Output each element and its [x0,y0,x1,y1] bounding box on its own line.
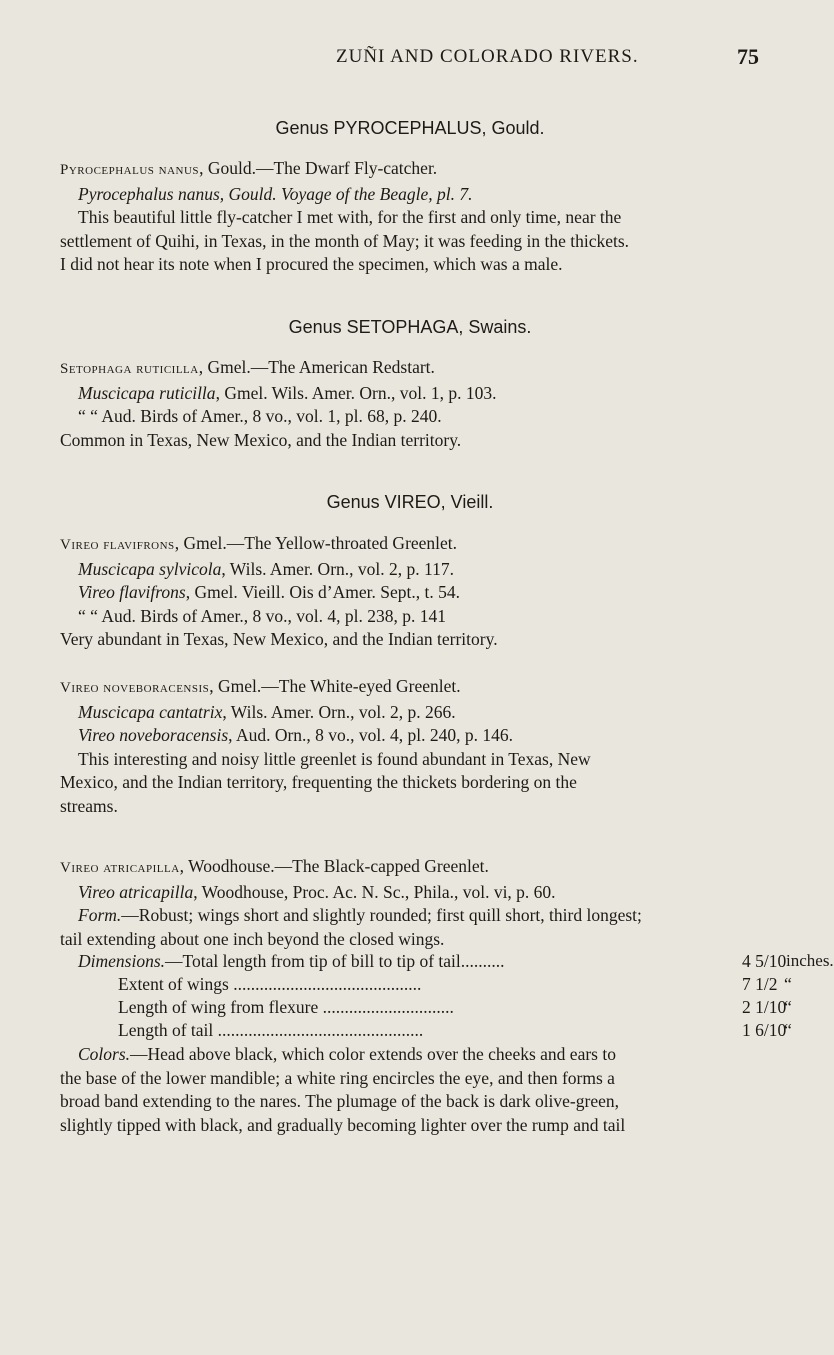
dimension-label: —Total length from tip of bill to tip of tail.......... [165,951,505,971]
dimension-value: 7 1/2 [742,974,778,994]
synonym-name: Muscicapa sylvicola [78,558,222,579]
synonym-name: Vireo flavifrons [78,582,186,602]
synonym-name: Muscicapa cantatrix [78,701,223,722]
synonym-citation: , Wils. Amer. Orn., vol. 2, p. 117. [221,558,454,579]
synonym-citation: , Woodhouse, Proc. Ac. N. Sc., Phila., vol. vi, p. 60. [193,881,556,902]
dimension-label: Extent of wings ........................................... [118,974,422,994]
dimension-unit: “ [784,974,792,994]
dimension-unit: inches. [786,951,834,970]
colors-text: —Head above black, which color extends over the cheeks and ears to [130,1044,616,1064]
dimension-value: 1 6/10 [742,1020,787,1040]
dimension-row [118,974,792,997]
pyrocephalus-entry [60,157,760,277]
genus-heading: Genus SETOPHAGA, Swains. [288,317,532,337]
body-text-line: Common in Texas, New Mexico, and the Indian territory. [60,429,462,450]
species-common-name: , Gmel.—The American Redstart. [198,357,435,377]
colors-text: slightly tipped with black, and gradually becoming lighter over the rump and tail [60,1114,626,1135]
synonym-citation: , Wils. Amer. Orn., vol. 2, p. 266. [222,701,456,722]
genus-pyrocephalus-section [60,118,760,139]
species-name: Vireo flavifrons [60,537,175,553]
setophaga-entry [60,356,760,452]
species-name: Pyrocephalus nanus [60,162,200,178]
body-text-line: This beautiful little fly-catcher I met with, for the first and only time, near the [78,207,622,227]
synonym-reference: “ “ Aud. Birds of Amer., 8 vo., vol. 4, pl. 238, p. 141 [78,605,446,626]
species-name: Vireo atricapilla [60,860,180,876]
synonym-reference: Pyrocephalus nanus, Gould. Voyage of the Beagle, pl. 7. [78,183,473,204]
body-text-line: streams. [60,795,118,816]
colors-text: the base of the lower mandible; a white ring encircles the eye, and then forms a [60,1067,615,1088]
colors-label: Colors. [78,1044,131,1064]
dimensions-label: Dimensions. [78,951,166,971]
body-text-line: I did not hear its note when I procured the specimen, which was a male. [60,254,563,274]
genus-vireo-section [60,492,760,513]
vireo-flavifrons-entry [60,532,760,652]
body-text-line: Mexico, and the Indian territory, frequenting the thickets bordering on the [60,772,577,792]
dimension-label: Length of tail ............................................... [118,1020,424,1040]
page-number: 75 [737,44,759,69]
dimension-unit: “ [784,997,792,1017]
genus-setophaga-section [60,317,760,338]
species-common-name: , Gould.—The Dwarf Fly-catcher. [199,158,438,178]
running-head [0,46,801,76]
synonym-name: Vireo atricapilla [78,881,194,902]
genus-heading: Genus PYROCEPHALUS, Gould. [275,118,545,138]
form-text: tail extending about one inch beyond the closed wings. [60,928,445,949]
dimension-value: 4 5/10 [742,951,787,971]
body-text-line: Very abundant in Texas, New Mexico, and the Indian territory. [60,629,498,649]
synonym-name: Muscicapa ruticilla [78,382,216,403]
species-common-name: , Gmel.—The Yellow-throated Greenlet. [174,533,458,553]
species-common-name: , Gmel.—The White-eyed Greenlet. [209,676,461,696]
synonym-citation: , Gmel. Wils. Amer. Orn., vol. 1, p. 103. [215,382,497,403]
body-text-line: This interesting and noisy little greenlet is found abundant in Texas, New [78,748,591,769]
dimension-row [78,951,834,974]
genus-heading: Genus VIREO, Vieill. [326,492,494,512]
synonym-name: Vireo noveboracensis [78,725,229,745]
colors-text: broad band extending to the nares. The plumage of the back is dark olive-green, [60,1091,620,1111]
dimension-value: 2 1/10 [742,997,787,1017]
dimension-unit: “ [784,1020,792,1040]
dimension-row [118,1020,792,1043]
form-label: Form. [78,905,122,925]
synonym-citation: , Aud. Orn., 8 vo., vol. 4, pl. 240, p. 146. [228,725,514,745]
synonym-citation: , Gmel. Vieill. Ois d’Amer. Sept., t. 54. [185,582,460,602]
vireo-noveboracensis-entry [60,675,760,818]
body-text-line: settlement of Quihi, in Texas, in the month of May; it was feeding in the thickets. [60,230,630,251]
synonym-reference: “ “ Aud. Birds of Amer., 8 vo., vol. 1, pl. 68, p. 240. [78,406,442,426]
dimension-label: Length of wing from flexure .............................. [118,997,454,1017]
vireo-atricapilla-entry [60,855,834,1137]
dimension-row [118,997,792,1020]
species-common-name: , Woodhouse.—The Black-capped Greenlet. [179,856,489,876]
species-name: Setophaga ruticilla [60,361,199,377]
running-title: ZUÑI AND COLORADO RIVERS. [336,46,639,67]
form-text: —Robust; wings short and slightly rounded; first quill short, third longest; [121,905,642,925]
species-name: Vireo noveboracensis [60,680,210,696]
